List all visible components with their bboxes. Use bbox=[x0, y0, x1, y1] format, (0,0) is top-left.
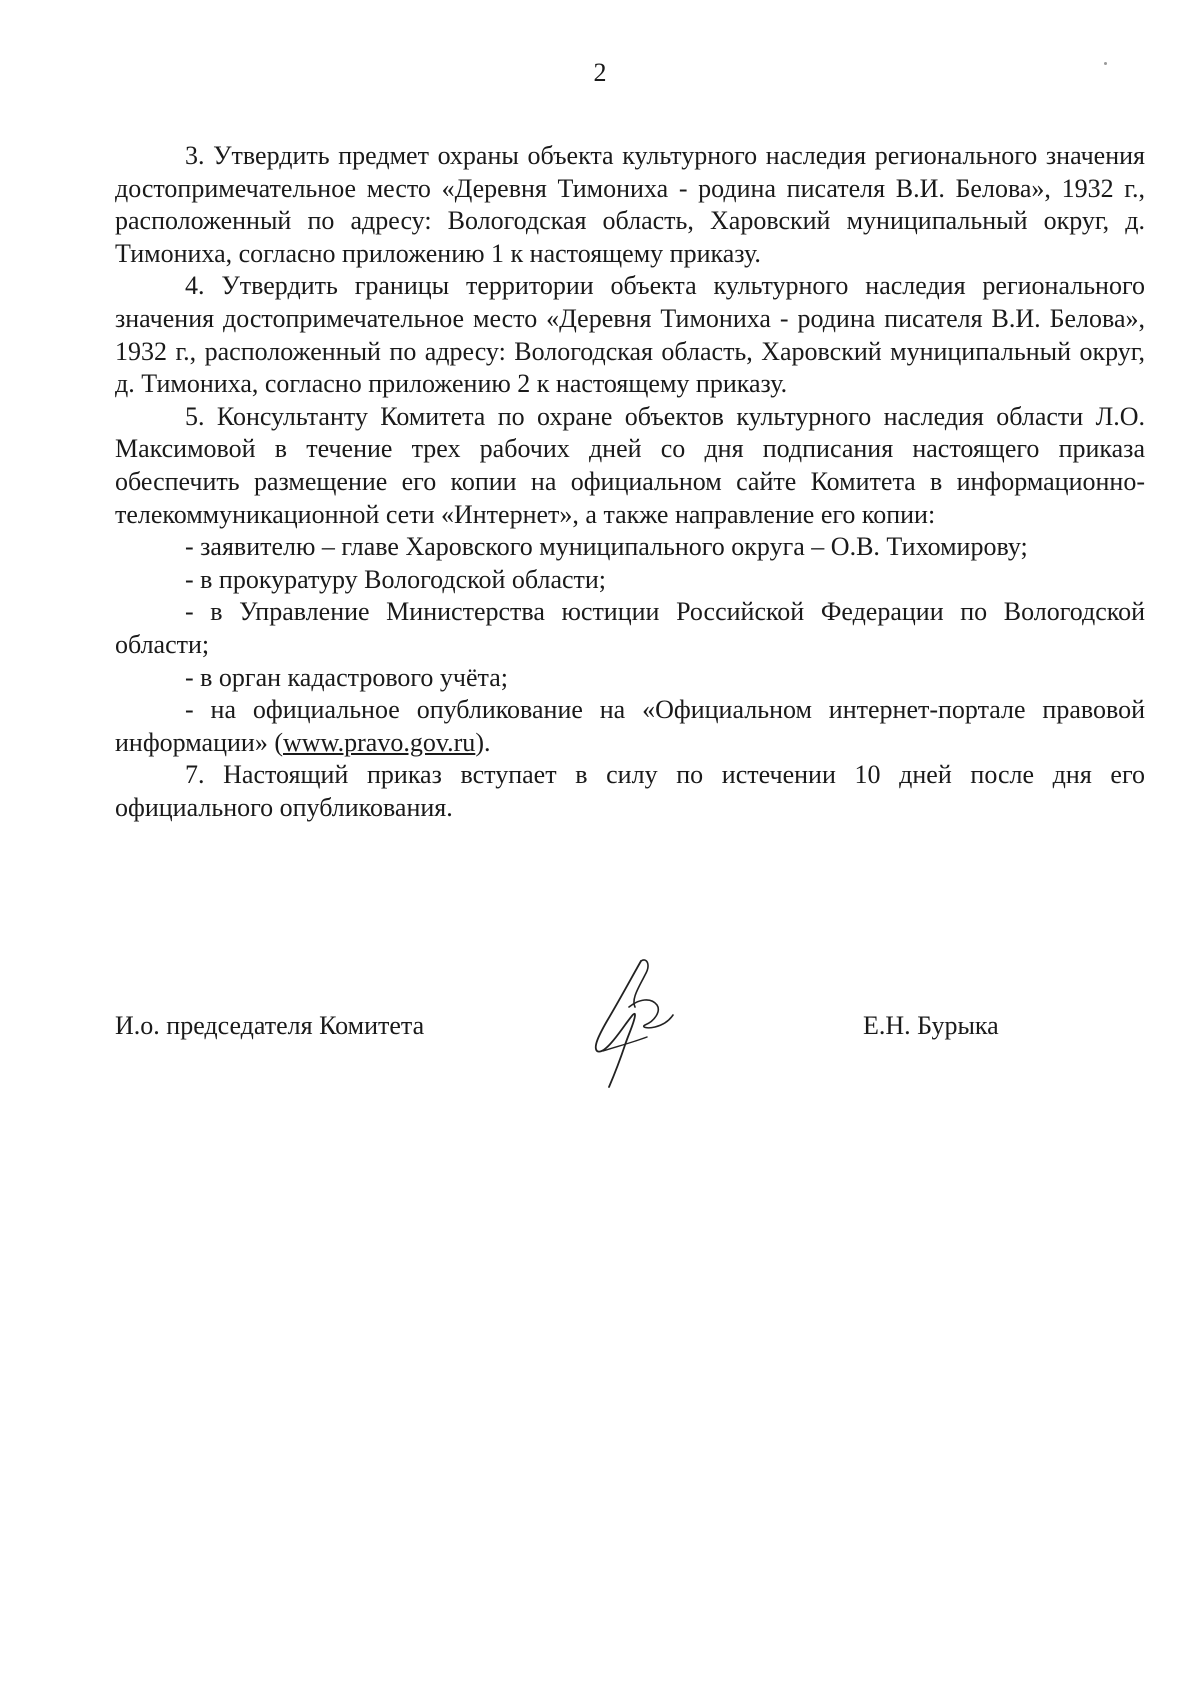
page-number: 2 bbox=[593, 58, 607, 87]
pravo-gov-link[interactable]: www.pravo.gov.ru bbox=[283, 727, 476, 757]
signatory-title: И.о. председателя Комитета bbox=[115, 1011, 425, 1040]
recipient-item-ministry-justice: - в Управление Министерства юстиции Российской Федерации по Вологодской области; bbox=[115, 597, 1145, 659]
recipient-item-applicant: - заявителю – главе Харовского муниципального округа – О.В. Тихомирову; bbox=[185, 532, 1028, 562]
scan-speck bbox=[1104, 62, 1107, 65]
publication-text-suffix: ). bbox=[475, 727, 491, 757]
recipient-item-cadastral: - в орган кадастрового учёта; bbox=[185, 662, 508, 692]
recipient-item-publication bbox=[115, 694, 1145, 759]
document-body bbox=[115, 140, 1145, 824]
handwritten-signature-icon bbox=[585, 955, 695, 1095]
recipient-item-prosecutor: - в прокуратуру Вологодской области; bbox=[185, 564, 607, 594]
publication-text-prefix: - на официальное опубликование на «Официальном интернет-портале правовой информации» ( bbox=[115, 695, 1145, 757]
paragraph-approve-borders: 4. Утвердить границы территории объекта культурного наследия регионального значения достопримечательное место «Деревня Тимониха - родина писателя В.И. Белова», 1932 г., расположенный по адресу: Вологодская область, Харовский муниципальный округ, д. Тимониха, согласно приложению 2 к настоящему приказу. bbox=[115, 271, 1145, 399]
paragraph-entry-into-force: 7. Настоящий приказ вступает в силу по истечении 10 дней после дня его официального опубликования. bbox=[115, 760, 1145, 822]
signatory-name: Е.Н. Бурыка bbox=[863, 1011, 999, 1040]
paragraph-consultant-instructions: 5. Консультанту Комитета по охране объектов культурного наследия области Л.О. Максимовой в течение трех рабочих дней со дня подписания настоящего приказа обеспечить размещение его копии на официальном сайте Комитета в информационно-телекоммуникационной сети «Интернет», а также направление его копии: bbox=[115, 401, 1145, 529]
paragraph-approve-protection: 3. Утвердить предмет охраны объекта культурного наследия регионального значения достопримечательное место «Деревня Тимониха - родина писателя В.И. Белова», 1932 г., расположенный по адресу: Вологодская область, Харовский муниципальный округ, д. Тимониха, согласно приложению 1 к настоящему приказу. bbox=[115, 141, 1145, 268]
